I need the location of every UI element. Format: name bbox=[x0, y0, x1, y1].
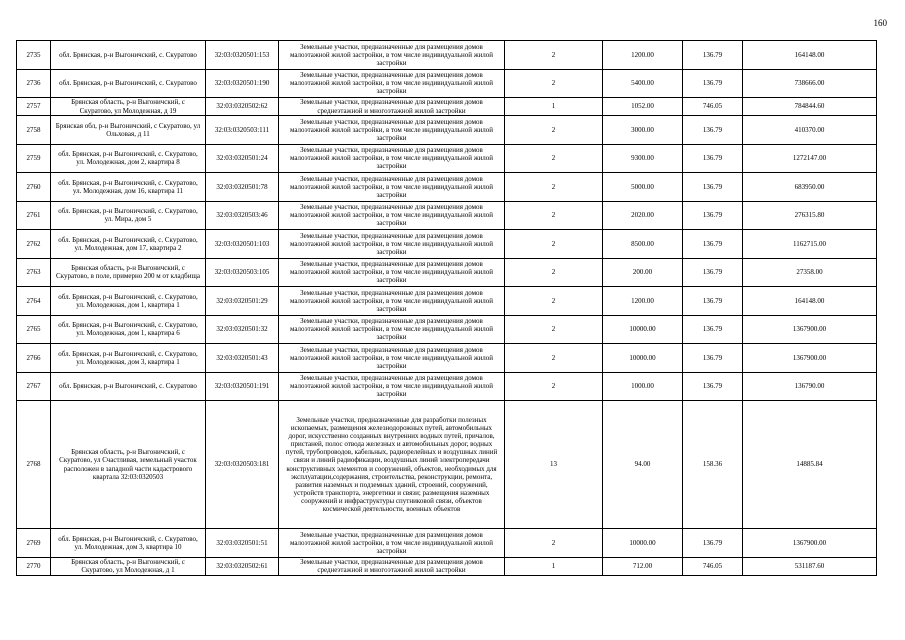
cadastral-number-cell: 32:03:0320501:32 bbox=[206, 315, 279, 344]
group-cell: 1 bbox=[505, 98, 603, 116]
table-row bbox=[17, 144, 877, 173]
specific-value-cell: 136.79 bbox=[683, 116, 743, 145]
cadastral-value-table bbox=[16, 40, 877, 576]
row-number-cell: 2761 bbox=[17, 201, 51, 230]
address-cell: Брянская область, р-н Выгоничский, с Скуратово, в поле, примерно 200 м от кладбища bbox=[51, 258, 206, 287]
area-cell: 94.00 bbox=[603, 401, 683, 529]
group-cell: 2 bbox=[505, 173, 603, 202]
specific-value-cell: 136.79 bbox=[683, 201, 743, 230]
land-use-cell: Земельные участки, предназначенные для размещения домов малоэтажной жилой застройки, в том числе индивидуальной жилой застройки bbox=[279, 144, 505, 173]
specific-value-cell: 136.79 bbox=[683, 144, 743, 173]
group-cell: 2 bbox=[505, 344, 603, 373]
table-row bbox=[17, 287, 877, 316]
cadastral-value-cell: 1367900.00 bbox=[743, 529, 877, 558]
address-cell: Брянская обл, р-н Выгоничский, с Скуратово, ул Ольховая, д 11 bbox=[51, 116, 206, 145]
specific-value-cell: 136.79 bbox=[683, 69, 743, 98]
cadastral-value-cell: 1367900.00 bbox=[743, 344, 877, 373]
cadastral-value-cell: 136790.00 bbox=[743, 372, 877, 401]
land-use-cell: Земельные участки, предназначенные для размещения домов малоэтажной жилой застройки, в том числе индивидуальной жилой застройки bbox=[279, 287, 505, 316]
row-number-cell: 2765 bbox=[17, 315, 51, 344]
area-cell: 1052.00 bbox=[603, 98, 683, 116]
group-cell: 2 bbox=[505, 287, 603, 316]
cadastral-number-cell: 32:03:0320503:181 bbox=[206, 401, 279, 529]
land-use-cell: Земельные участки, предназначенные для размещения домов среднеэтажной и многоэтажной жилой застройки bbox=[279, 98, 505, 116]
group-cell: 2 bbox=[505, 201, 603, 230]
group-cell: 1 bbox=[505, 557, 603, 575]
group-cell: 2 bbox=[505, 230, 603, 259]
group-cell: 2 bbox=[505, 116, 603, 145]
cadastral-value-cell: 164148.00 bbox=[743, 41, 877, 70]
cadastral-value-cell: 410370.00 bbox=[743, 116, 877, 145]
land-use-cell: Земельные участки, предназначенные для размещения домов малоэтажной жилой застройки, в том числе индивидуальной жилой застройки bbox=[279, 315, 505, 344]
group-cell: 2 bbox=[505, 315, 603, 344]
land-use-cell: Земельные участки, предназначенные для размещения домов малоэтажной жилой застройки, в том числе индивидуальной жилой застройки bbox=[279, 529, 505, 558]
cadastral-value-cell: 1272147.00 bbox=[743, 144, 877, 173]
table-row bbox=[17, 372, 877, 401]
table-row bbox=[17, 315, 877, 344]
row-number-cell: 2762 bbox=[17, 230, 51, 259]
group-cell: 2 bbox=[505, 372, 603, 401]
row-number-cell: 2758 bbox=[17, 116, 51, 145]
specific-value-cell: 136.79 bbox=[683, 173, 743, 202]
table-row bbox=[17, 258, 877, 287]
specific-value-cell: 136.79 bbox=[683, 287, 743, 316]
row-number-cell: 2759 bbox=[17, 144, 51, 173]
cadastral-number-cell: 32:03:0320503:111 bbox=[206, 116, 279, 145]
land-use-cell: Земельные участки, предназначенные для разработки полезных ископаемых, размещения железнодорожных путей, автомобильных дорог, искусственно созданных внутренних водных путей, причалов, пристаней, полос отвода железных и автомобильных дорог, водных путей, трубопроводов, кабельных, радиорелейных и воздушных линий связи и линий радиофикации, воздушных линий электропередачи конструктивных элементов и сооружений, объектов, необходимых для эксплуатации,содержания, строительства, реконструкции, ремонта, развития наземных и подземных зданий, строений, сооружений, устройств транспорта, энергетики и связи; размещения наземных сооружений и инфраструктуры спутниковой связи, объектов космической деятельности, военных объектов bbox=[279, 401, 505, 529]
address-cell: обл. Брянская, р-н Выгоничский, с. Скуратово, ул. Молодежная, дом 3, квартира 1 bbox=[51, 344, 206, 373]
specific-value-cell: 136.79 bbox=[683, 529, 743, 558]
cadastral-number-cell: 32:03:0320502:62 bbox=[206, 98, 279, 116]
area-cell: 10000.00 bbox=[603, 315, 683, 344]
table-row bbox=[17, 401, 877, 529]
cadastral-number-cell: 32:03:0320501:29 bbox=[206, 287, 279, 316]
specific-value-cell: 136.79 bbox=[683, 344, 743, 373]
group-cell: 13 bbox=[505, 401, 603, 529]
cadastral-number-cell: 32:03:0320501:51 bbox=[206, 529, 279, 558]
land-use-cell: Земельные участки, предназначенные для размещения домов малоэтажной жилой застройки, в том числе индивидуальной жилой застройки bbox=[279, 173, 505, 202]
table-row bbox=[17, 69, 877, 98]
land-use-cell: Земельные участки, предназначенные для размещения домов малоэтажной жилой застройки, в том числе индивидуальной жилой застройки bbox=[279, 372, 505, 401]
specific-value-cell: 136.79 bbox=[683, 230, 743, 259]
row-number-cell: 2768 bbox=[17, 401, 51, 529]
table-row bbox=[17, 98, 877, 116]
table-row bbox=[17, 230, 877, 259]
area-cell: 10000.00 bbox=[603, 344, 683, 373]
row-number-cell: 2770 bbox=[17, 557, 51, 575]
address-cell: обл. Брянская, р-н Выгоничский, с. Скуратово, ул. Молодежная, дом 2, квартира 8 bbox=[51, 144, 206, 173]
area-cell: 712.00 bbox=[603, 557, 683, 575]
land-use-cell: Земельные участки, предназначенные для размещения домов малоэтажной жилой застройки, в том числе индивидуальной жилой застройки bbox=[279, 201, 505, 230]
row-number-cell: 2766 bbox=[17, 344, 51, 373]
row-number-cell: 2760 bbox=[17, 173, 51, 202]
area-cell: 5000.00 bbox=[603, 173, 683, 202]
specific-value-cell: 136.79 bbox=[683, 41, 743, 70]
cadastral-number-cell: 32:03:0320501:24 bbox=[206, 144, 279, 173]
table-row bbox=[17, 41, 877, 70]
table-row bbox=[17, 557, 877, 575]
row-number-cell: 2736 bbox=[17, 69, 51, 98]
cadastral-value-cell: 1162715.00 bbox=[743, 230, 877, 259]
cadastral-number-cell: 32:03:0320501:191 bbox=[206, 372, 279, 401]
land-use-cell: Земельные участки, предназначенные для размещения домов среднеэтажной и многоэтажной жилой застройки bbox=[279, 557, 505, 575]
cadastral-number-cell: 32:03:0320501:153 bbox=[206, 41, 279, 70]
specific-value-cell: 746.05 bbox=[683, 557, 743, 575]
address-cell: обл. Брянская, р-н Выгоничский, с. Скуратово bbox=[51, 41, 206, 70]
address-cell: обл. Брянская, р-н Выгоничский, с. Скуратово, ул. Мира, дом 5 bbox=[51, 201, 206, 230]
specific-value-cell: 158.36 bbox=[683, 401, 743, 529]
row-number-cell: 2757 bbox=[17, 98, 51, 116]
cadastral-value-cell: 738666.00 bbox=[743, 69, 877, 98]
table-row bbox=[17, 201, 877, 230]
cadastral-number-cell: 32:03:0320501:190 bbox=[206, 69, 279, 98]
land-use-cell: Земельные участки, предназначенные для размещения домов малоэтажной жилой застройки, в том числе индивидуальной жилой застройки bbox=[279, 116, 505, 145]
row-number-cell: 2769 bbox=[17, 529, 51, 558]
area-cell: 8500.00 bbox=[603, 230, 683, 259]
group-cell: 2 bbox=[505, 144, 603, 173]
specific-value-cell: 136.79 bbox=[683, 258, 743, 287]
specific-value-cell: 136.79 bbox=[683, 315, 743, 344]
area-cell: 3000.00 bbox=[603, 116, 683, 145]
address-cell: обл. Брянская, р-н Выгоничский, с. Скуратово bbox=[51, 372, 206, 401]
cadastral-number-cell: 32:03:0320501:103 bbox=[206, 230, 279, 259]
specific-value-cell: 746.05 bbox=[683, 98, 743, 116]
cadastral-number-cell: 32:03:0320501:78 bbox=[206, 173, 279, 202]
row-number-cell: 2763 bbox=[17, 258, 51, 287]
table-row bbox=[17, 116, 877, 145]
land-use-cell: Земельные участки, предназначенные для размещения домов малоэтажной жилой застройки, в том числе индивидуальной жилой застройки bbox=[279, 230, 505, 259]
row-number-cell: 2735 bbox=[17, 41, 51, 70]
land-use-cell: Земельные участки, предназначенные для размещения домов малоэтажной жилой застройки, в том числе индивидуальной жилой застройки bbox=[279, 344, 505, 373]
cadastral-number-cell: 32:03:0320503:105 bbox=[206, 258, 279, 287]
area-cell: 5400.00 bbox=[603, 69, 683, 98]
table-row bbox=[17, 173, 877, 202]
address-cell: обл. Брянская, р-н Выгоничский, с. Скуратово, ул. Молодежная, дом 16, квартира 11 bbox=[51, 173, 206, 202]
cadastral-value-cell: 276315.80 bbox=[743, 201, 877, 230]
cadastral-value-cell: 14885.84 bbox=[743, 401, 877, 529]
cadastral-value-cell: 531187.60 bbox=[743, 557, 877, 575]
group-cell: 2 bbox=[505, 529, 603, 558]
cadastral-value-cell: 1367900.00 bbox=[743, 315, 877, 344]
address-cell: обл. Брянская, р-н Выгоничский, с. Скуратово, ул. Молодежная, дом 1, квартира 1 bbox=[51, 287, 206, 316]
area-cell: 9300.00 bbox=[603, 144, 683, 173]
area-cell: 2020.00 bbox=[603, 201, 683, 230]
cadastral-value-cell: 27358.00 bbox=[743, 258, 877, 287]
land-use-cell: Земельные участки, предназначенные для размещения домов малоэтажной жилой застройки, в том числе индивидуальной жилой застройки bbox=[279, 258, 505, 287]
cadastral-number-cell: 32:03:0320503:46 bbox=[206, 201, 279, 230]
table-row bbox=[17, 344, 877, 373]
address-cell: обл. Брянская, р-н Выгоничский, с. Скуратово bbox=[51, 69, 206, 98]
cadastral-number-cell: 32:03:0320502:61 bbox=[206, 557, 279, 575]
cadastral-number-cell: 32:03:0320501:43 bbox=[206, 344, 279, 373]
address-cell: обл. Брянская, р-н Выгоничский, с. Скуратово, ул. Молодежная, дом 17, квартира 2 bbox=[51, 230, 206, 259]
land-use-cell: Земельные участки, предназначенные для размещения домов малоэтажной жилой застройки, в том числе индивидуальной жилой застройки bbox=[279, 41, 505, 70]
land-use-cell: Земельные участки, предназначенные для размещения домов малоэтажной жилой застройки, в том числе индивидуальной жилой застройки bbox=[279, 69, 505, 98]
area-cell: 1200.00 bbox=[603, 41, 683, 70]
row-number-cell: 2764 bbox=[17, 287, 51, 316]
cadastral-value-cell: 164148.00 bbox=[743, 287, 877, 316]
area-cell: 1200.00 bbox=[603, 287, 683, 316]
area-cell: 1000.00 bbox=[603, 372, 683, 401]
row-number-cell: 2767 bbox=[17, 372, 51, 401]
area-cell: 10000.00 bbox=[603, 529, 683, 558]
address-cell: Брянская область, р-н Выгоничский, с Скуратово, ул Молодежная, д 19 bbox=[51, 98, 206, 116]
group-cell: 2 bbox=[505, 41, 603, 70]
table-row bbox=[17, 529, 877, 558]
area-cell: 200.00 bbox=[603, 258, 683, 287]
page-number: 160 bbox=[873, 18, 887, 28]
address-cell: обл. Брянская, р-н Выгоничский, с. Скуратово, ул. Молодежная, дом 1, квартира 6 bbox=[51, 315, 206, 344]
address-cell: Брянская область, р-н Выгоничский, с Скуратово, ул Счастливая, земельный участок расположен в западной части кадастрового квартала 32:03:0320503 bbox=[51, 401, 206, 529]
cadastral-value-cell: 683950.00 bbox=[743, 173, 877, 202]
group-cell: 2 bbox=[505, 258, 603, 287]
address-cell: Брянская область, р-н Выгоничский, с Скуратово, ул Молодежная, д 1 bbox=[51, 557, 206, 575]
group-cell: 2 bbox=[505, 69, 603, 98]
cadastral-value-cell: 784844.60 bbox=[743, 98, 877, 116]
specific-value-cell: 136.79 bbox=[683, 372, 743, 401]
address-cell: обл. Брянская, р-н Выгоничский, с. Скуратово, ул. Молодежная, дом 3, квартира 10 bbox=[51, 529, 206, 558]
